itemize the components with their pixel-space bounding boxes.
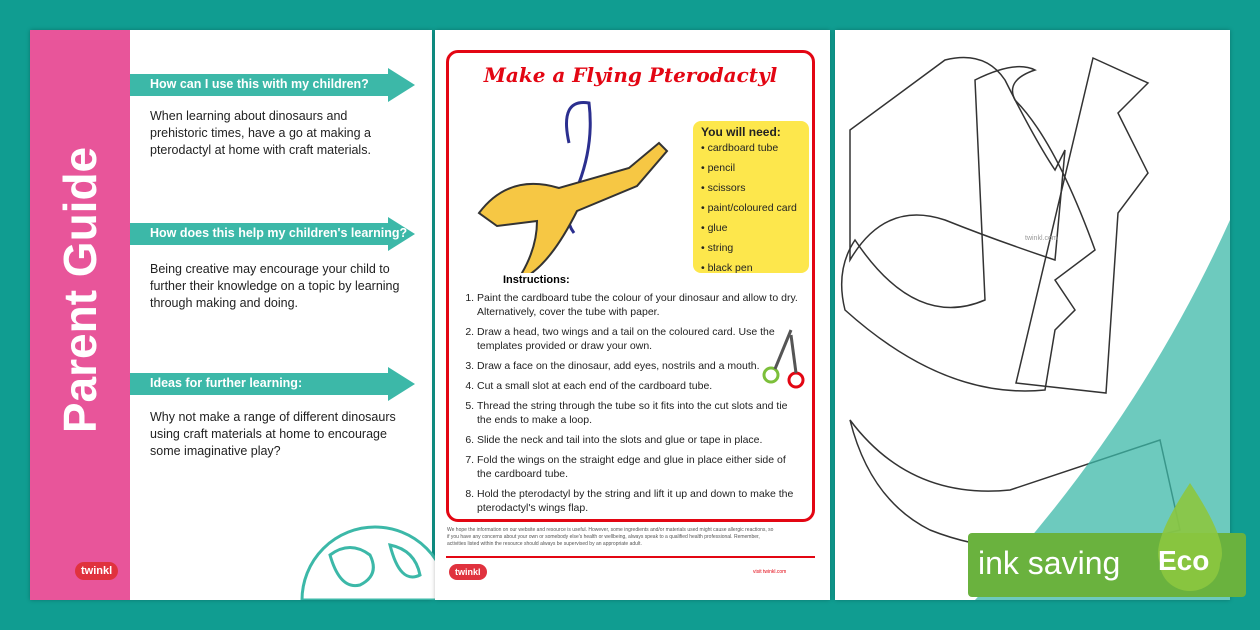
material-item: • paint/coloured card (701, 202, 801, 222)
instruction-step: 6. Slide the neck and tail into the slots and glue or tape in place. (477, 433, 801, 447)
globe-illustration (300, 495, 450, 600)
section-body: Why not make a range of different dinosaurs using craft materials at home to encourage some imaginative play? (150, 410, 396, 458)
watermark: twinkl.com (1025, 235, 1058, 242)
section-body: Being creative may encourage your child to further their knowledge on a topic by learning through making and doing. (150, 262, 400, 310)
activity-page (435, 30, 830, 600)
ink-saving-label: ink saving (978, 545, 1121, 581)
material-item: • black pen (701, 262, 801, 282)
section-heading-arrow (130, 367, 415, 401)
section-heading-arrow (130, 68, 415, 102)
footer-link[interactable]: visit twinkl.com (753, 569, 787, 575)
twinkl-logo: twinkl (449, 564, 487, 580)
section-heading-arrow (130, 217, 415, 251)
instructions-heading: Instructions: (503, 274, 570, 286)
material-item: • string (701, 242, 801, 262)
material-item: • cardboard tube (701, 142, 801, 162)
instructions-list (461, 291, 801, 521)
section-heading: How can I use this with my children? (150, 77, 369, 91)
parent-guide-page (30, 30, 432, 600)
instruction-step: 7. Fold the wings on the straight edge and glue in place either side of the cardboard tube. (477, 453, 801, 481)
instruction-step: 5. Thread the string through the tube so it fits into the cut slots and tie the ends to make a loop. (477, 399, 801, 427)
disclaimer-text: We hope the information on our website and resource is useful. However, some ingredients and/or materials used might cause allergic reactions, so if you have any concerns about your own or somebody else's health or wellbeing, always speak to a qualified health professional. Remember, activities listed within the resource should always be supervised by an appropriate adult. (447, 527, 774, 547)
material-item: • pencil (701, 162, 801, 182)
pterodactyl-illustration (469, 93, 679, 273)
materials-heading: You will need: (701, 125, 781, 139)
section-heading: How does this help my children's learning? (150, 226, 408, 240)
eco-label: Eco (1158, 545, 1210, 576)
ink-saving-eco-badge (968, 533, 1246, 597)
section-body: When learning about dinosaurs and prehistoric times, have a go at making a pterodactyl at home with craft materials. (150, 109, 371, 157)
instruction-step: 3. Draw a face on the dinosaur, add eyes, nostrils and a mouth. (477, 359, 801, 373)
materials-box (693, 121, 809, 273)
twinkl-logo: twinkl (75, 562, 118, 580)
material-item: • glue (701, 222, 801, 242)
activity-title: Make a Flying Pterodactyl (483, 63, 778, 87)
material-item: • scissors (701, 182, 801, 202)
instruction-step: 8. Hold the pterodactyl by the string and lift it up and down to make the pterodactyl's wings flap. (477, 487, 801, 515)
parent-guide-title: Parent Guide (54, 146, 106, 434)
activity-frame (446, 50, 815, 522)
instruction-step: 1. Paint the cardboard tube the colour of your dinosaur and allow to dry. Alternatively, cover the tube with paper. (477, 291, 801, 319)
section-heading: Ideas for further learning: (150, 376, 303, 390)
instruction-step: 2. Draw a head, two wings and a tail on the coloured card. Use the templates provided or draw your own. (477, 325, 801, 353)
instruction-step: 4. Cut a small slot at each end of the cardboard tube. (477, 379, 801, 393)
pink-sidebar (30, 30, 130, 600)
scissors-icon (761, 325, 811, 390)
footer-divider (446, 556, 815, 558)
